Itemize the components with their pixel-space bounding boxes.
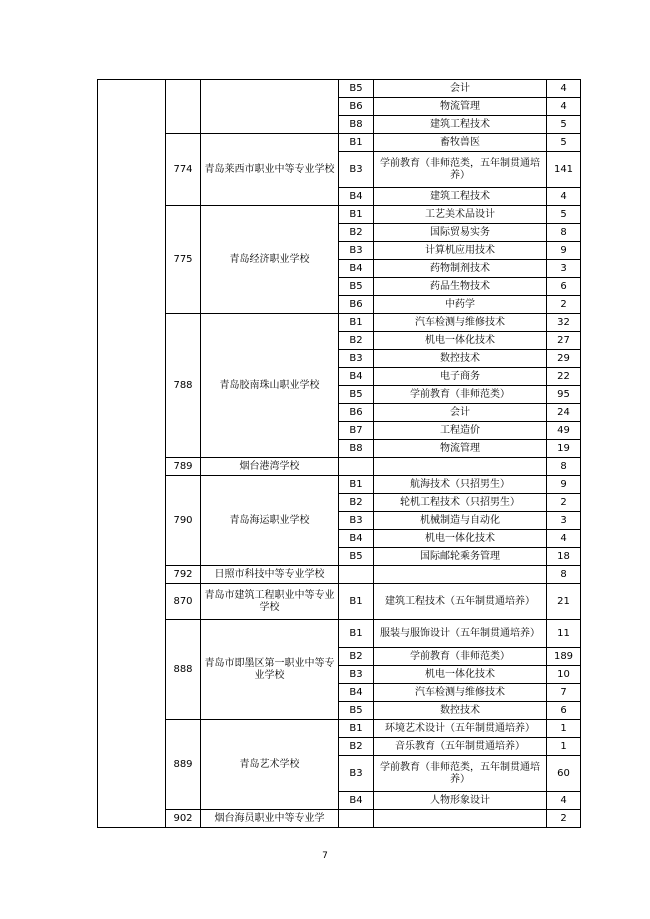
plan-count-cell: 60 (547, 756, 581, 792)
school-name-cell: 青岛海运职业学校 (201, 476, 339, 566)
major-code-cell: B2 (339, 224, 374, 242)
major-name-cell: 建筑工程技术（五年制贯通培养） (374, 584, 547, 620)
major-code-cell: B6 (339, 296, 374, 314)
school-id-cell: 902 (166, 810, 201, 828)
major-name-cell: 学前教育（非师范类，五年制贯通培养） (374, 152, 547, 188)
major-name-cell: 建筑工程技术 (374, 188, 547, 206)
plan-count-cell: 4 (547, 792, 581, 810)
major-name-cell: 药物制剂技术 (374, 260, 547, 278)
major-code-cell: B3 (339, 666, 374, 684)
blank-column-cell (98, 80, 166, 828)
major-name-cell: 音乐教育（五年制贯通培养） (374, 738, 547, 756)
plan-count-cell: 32 (547, 314, 581, 332)
major-code-cell: B1 (339, 134, 374, 152)
school-id-cell: 775 (166, 206, 201, 314)
empty-major-cell (374, 458, 547, 476)
major-code-cell: B1 (339, 620, 374, 648)
plan-count-cell: 21 (547, 584, 581, 620)
major-name-cell: 机械制造与自动化 (374, 512, 547, 530)
major-name-cell: 服装与服饰设计（五年制贯通培养） (374, 620, 547, 648)
plan-count-cell: 5 (547, 134, 581, 152)
table-row (98, 810, 581, 828)
school-id-cell: 774 (166, 134, 201, 206)
major-name-cell: 汽车检测与维修技术 (374, 684, 547, 702)
plan-count-cell: 141 (547, 152, 581, 188)
major-name-cell: 人物形象设计 (374, 792, 547, 810)
plan-count-cell: 22 (547, 368, 581, 386)
plan-count-cell: 9 (547, 476, 581, 494)
major-name-cell: 机电一体化技术 (374, 666, 547, 684)
table-row (98, 206, 581, 224)
major-code-cell: B5 (339, 80, 374, 98)
major-code-cell: B2 (339, 494, 374, 512)
plan-count-cell: 27 (547, 332, 581, 350)
plan-count-cell: 2 (547, 810, 581, 828)
major-code-cell: B5 (339, 702, 374, 720)
major-code-cell: B3 (339, 756, 374, 792)
table-row (98, 566, 581, 584)
major-code-cell: B6 (339, 98, 374, 116)
plan-count-cell: 8 (547, 458, 581, 476)
plan-count-cell: 29 (547, 350, 581, 368)
plan-count-cell: 18 (547, 548, 581, 566)
major-code-cell: B5 (339, 278, 374, 296)
table-row (98, 720, 581, 738)
school-name-cell: 青岛胶南珠山职业学校 (201, 314, 339, 458)
plan-count-cell: 2 (547, 296, 581, 314)
major-code-cell: B3 (339, 512, 374, 530)
page-number: 7 (322, 851, 328, 861)
school-id-cell: 792 (166, 566, 201, 584)
major-name-cell: 建筑工程技术 (374, 116, 547, 134)
major-code-cell: B1 (339, 314, 374, 332)
plan-count-cell: 7 (547, 684, 581, 702)
major-name-cell: 电子商务 (374, 368, 547, 386)
major-code-cell: B2 (339, 738, 374, 756)
major-code-cell: B8 (339, 440, 374, 458)
major-code-cell: B4 (339, 684, 374, 702)
school-name-cell: 青岛莱西市职业中等专业学校 (201, 134, 339, 206)
school-id-cell: 870 (166, 584, 201, 620)
plan-count-cell: 4 (547, 188, 581, 206)
major-name-cell: 环境艺术设计（五年制贯通培养） (374, 720, 547, 738)
major-code-cell: B3 (339, 242, 374, 260)
plan-count-cell: 8 (547, 566, 581, 584)
table-row (98, 620, 581, 648)
table-row (98, 458, 581, 476)
plan-count-cell: 1 (547, 738, 581, 756)
school-id-cell: 788 (166, 314, 201, 458)
major-name-cell: 数控技术 (374, 350, 547, 368)
plan-count-cell: 49 (547, 422, 581, 440)
major-code-cell: B5 (339, 386, 374, 404)
major-name-cell: 汽车检测与维修技术 (374, 314, 547, 332)
empty-major-cell (374, 810, 547, 828)
major-code-cell: B7 (339, 422, 374, 440)
school-name-cell: 青岛市建筑工程职业中等专业学校 (201, 584, 339, 620)
plan-count-cell: 4 (547, 80, 581, 98)
major-name-cell: 学前教育（非师范类，五年制贯通培养） (374, 756, 547, 792)
major-code-cell: B6 (339, 404, 374, 422)
major-code-cell: B4 (339, 260, 374, 278)
empty-code-cell (339, 566, 374, 584)
major-code-cell: B5 (339, 548, 374, 566)
plan-count-cell: 11 (547, 620, 581, 648)
plan-count-cell: 6 (547, 278, 581, 296)
plan-count-cell: 5 (547, 116, 581, 134)
major-name-cell: 航海技术（只招男生） (374, 476, 547, 494)
major-code-cell: B8 (339, 116, 374, 134)
table-row (98, 584, 581, 620)
major-name-cell: 机电一体化技术 (374, 332, 547, 350)
plan-count-cell: 19 (547, 440, 581, 458)
major-name-cell: 数控技术 (374, 702, 547, 720)
school-name-cell: 烟台海员职业中等专业学 (201, 810, 339, 828)
major-code-cell: B1 (339, 584, 374, 620)
school-id-cell (166, 80, 201, 134)
school-name-cell: 日照市科技中等专业学校 (201, 566, 339, 584)
plan-count-cell: 3 (547, 512, 581, 530)
major-name-cell: 机电一体化技术 (374, 530, 547, 548)
plan-count-cell: 6 (547, 702, 581, 720)
major-code-cell: B4 (339, 530, 374, 548)
major-code-cell: B4 (339, 188, 374, 206)
plan-count-cell: 24 (547, 404, 581, 422)
plan-count-cell: 4 (547, 98, 581, 116)
major-name-cell: 学前教育（非师范类） (374, 386, 547, 404)
school-id-cell: 789 (166, 458, 201, 476)
major-code-cell: B1 (339, 206, 374, 224)
major-name-cell: 工程造价 (374, 422, 547, 440)
major-code-cell: B4 (339, 792, 374, 810)
school-id-cell: 888 (166, 620, 201, 720)
major-code-cell: B3 (339, 350, 374, 368)
major-code-cell: B2 (339, 648, 374, 666)
plan-count-cell: 2 (547, 494, 581, 512)
empty-code-cell (339, 458, 374, 476)
enrollment-table (97, 79, 581, 828)
major-name-cell: 国际贸易实务 (374, 224, 547, 242)
major-name-cell: 会计 (374, 80, 547, 98)
plan-count-cell: 4 (547, 530, 581, 548)
school-name-cell: 青岛市即墨区第一职业中等专业学校 (201, 620, 339, 720)
plan-count-cell: 3 (547, 260, 581, 278)
major-name-cell: 物流管理 (374, 98, 547, 116)
major-name-cell: 轮机工程技术（只招男生） (374, 494, 547, 512)
empty-code-cell (339, 810, 374, 828)
major-name-cell: 国际邮轮乘务管理 (374, 548, 547, 566)
major-name-cell: 计算机应用技术 (374, 242, 547, 260)
major-name-cell: 物流管理 (374, 440, 547, 458)
school-name-cell: 青岛艺术学校 (201, 720, 339, 810)
school-id-cell: 790 (166, 476, 201, 566)
plan-count-cell: 8 (547, 224, 581, 242)
table-row (98, 314, 581, 332)
major-code-cell: B2 (339, 332, 374, 350)
plan-count-cell: 189 (547, 648, 581, 666)
plan-count-cell: 1 (547, 720, 581, 738)
major-name-cell: 会计 (374, 404, 547, 422)
major-name-cell: 畜牧兽医 (374, 134, 547, 152)
table-row (98, 80, 581, 98)
school-name-cell: 青岛经济职业学校 (201, 206, 339, 314)
school-name-cell: 烟台港湾学校 (201, 458, 339, 476)
major-name-cell: 学前教育（非师范类） (374, 648, 547, 666)
major-code-cell: B1 (339, 720, 374, 738)
table-row (98, 476, 581, 494)
plan-count-cell: 9 (547, 242, 581, 260)
plan-count-cell: 10 (547, 666, 581, 684)
major-name-cell: 药品生物技术 (374, 278, 547, 296)
major-name-cell: 工艺美术品设计 (374, 206, 547, 224)
major-code-cell: B1 (339, 476, 374, 494)
major-code-cell: B3 (339, 152, 374, 188)
plan-count-cell: 95 (547, 386, 581, 404)
plan-count-cell: 5 (547, 206, 581, 224)
school-id-cell: 889 (166, 720, 201, 810)
major-code-cell: B4 (339, 368, 374, 386)
table-row (98, 134, 581, 152)
empty-major-cell (374, 566, 547, 584)
major-name-cell: 中药学 (374, 296, 547, 314)
school-name-cell (201, 80, 339, 134)
